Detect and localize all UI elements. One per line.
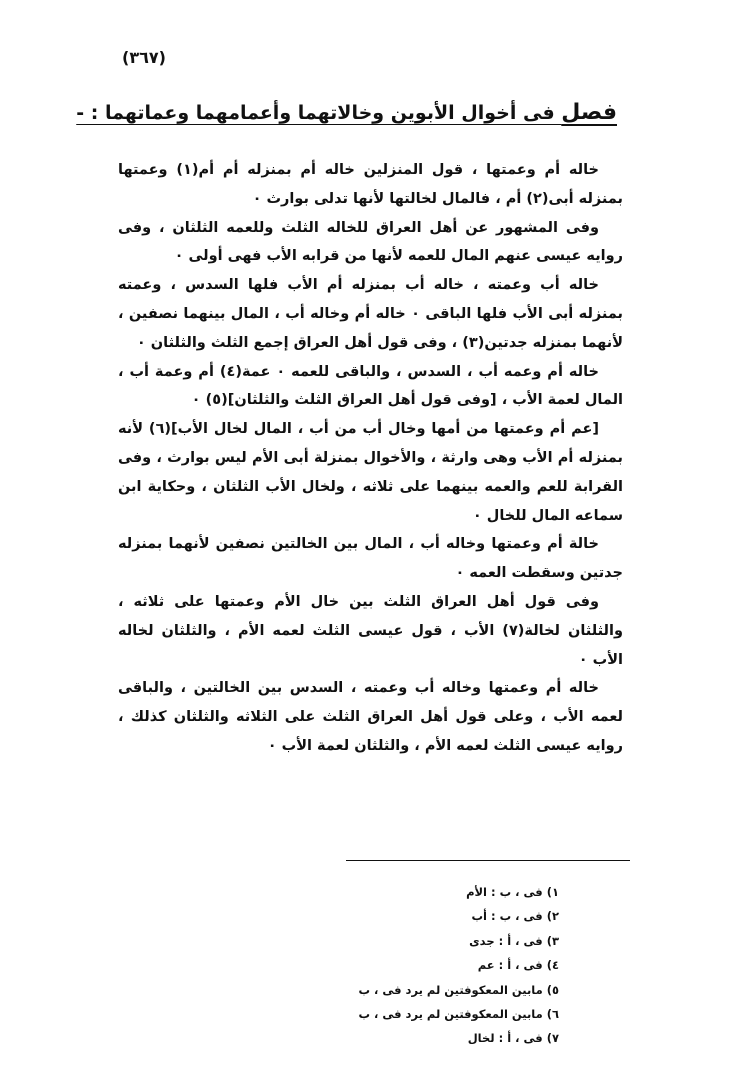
paragraph: [عم أم وعمتها من أمها وخال أب من أب ، المال لخال الأب](٦) لأنه بمنزله أم الأب وهى وارثة ، والأخوال بمنزلة أبى الأم ليس بوارث ، وفى القرابة للعم والعمه بينهما على ثلاثه ، ولخال الأب الثلثان ، وحكاية ابن سماعه المال للخال ٠	[118, 421, 623, 524]
footnote: ٧) فى ، أ : لخال	[467, 1031, 559, 1046]
paragraph: خاله أم وعمتها ، قول المنزلين خاله أم بمنزله أم أم(١) وعمتها بمنزله أبى(٢) أم ، فالمال لخالتها لأنها تدلى بوارث ٠	[118, 162, 623, 207]
body-text	[118, 156, 623, 761]
paragraph: خاله أم وعمتها وخاله أب وعمته ، السدس بين الخالتين ، والباقى لعمه الأب ، وعلى قول أهل العراق الثلث على الثلاثه والثلثان كذلك ، روايه عيسى الثلث لعمه الأم ، والثلثان لعمة الأب ٠	[118, 680, 623, 754]
footnote: ٥) مابين المعكوفتين لم يرد فى ، ب	[358, 982, 559, 997]
paragraph: خاله أم وعمه أب ، السدس ، والباقى للعمه ٠ عمة(٤) أم وعمة أب ، المال لعمة الأب ، [وفى قول أهل العراق الثلث والثلثان](٥) ٠	[118, 363, 623, 409]
footnote: ٢) فى ، ب : أب	[471, 909, 559, 924]
paragraph: خاله أب وعمته ، خاله أب بمنزله أم الأب فلها السدس ، وعمته بمنزله أبى الأب فلها الباقى ٠ خاله أم وخاله أب ، المال بينهما نصفين ، لأنهما بمنزله جدتين(٣) ، وفى قول أهل العراق إجمع الثلث والثلثان ٠	[118, 277, 623, 351]
paragraph: وفى المشهور عن أهل العراق للخاله الثلث وللعمه الثلثان ، وفى روايه عيسى عنهم المال للعمه لأنها من قرابه الأب فهى أولى ٠	[118, 219, 623, 265]
section-heading-title: فى أخوال الأبوين وخالاتهما وأعمامهما وعماتهما : -	[76, 102, 562, 124]
footnote: ٦) مابين المعكوفتين لم يرد فى ، ب	[358, 1007, 559, 1022]
footnote-divider	[346, 860, 630, 861]
paragraph: خالة أم وعمتها وخاله أب ، المال بين الخالتين نصفين لأنهما بمنزله جدتين وسقطت العمه ٠	[118, 536, 623, 582]
paragraph: وفى قول أهل العراق الثلث بين خال الأم وعمتها على ثلاثه ، والثلثان لخالة(٧) الأب ، قول عيسى الثلث لعمه الأم ، والثلثان لخاله الأب ٠	[118, 593, 623, 668]
section-heading-lead: فصل	[561, 100, 617, 125]
page-number: (٣٦٧)	[122, 48, 166, 67]
footnote: ٣) فى ، أ : جدى	[469, 933, 559, 948]
footnote: ٤) فى ، أ : عم	[477, 958, 559, 973]
footnotes	[279, 880, 559, 1051]
section-heading	[76, 100, 617, 125]
footnote: ١) فى ، ب : الأم	[466, 885, 559, 899]
